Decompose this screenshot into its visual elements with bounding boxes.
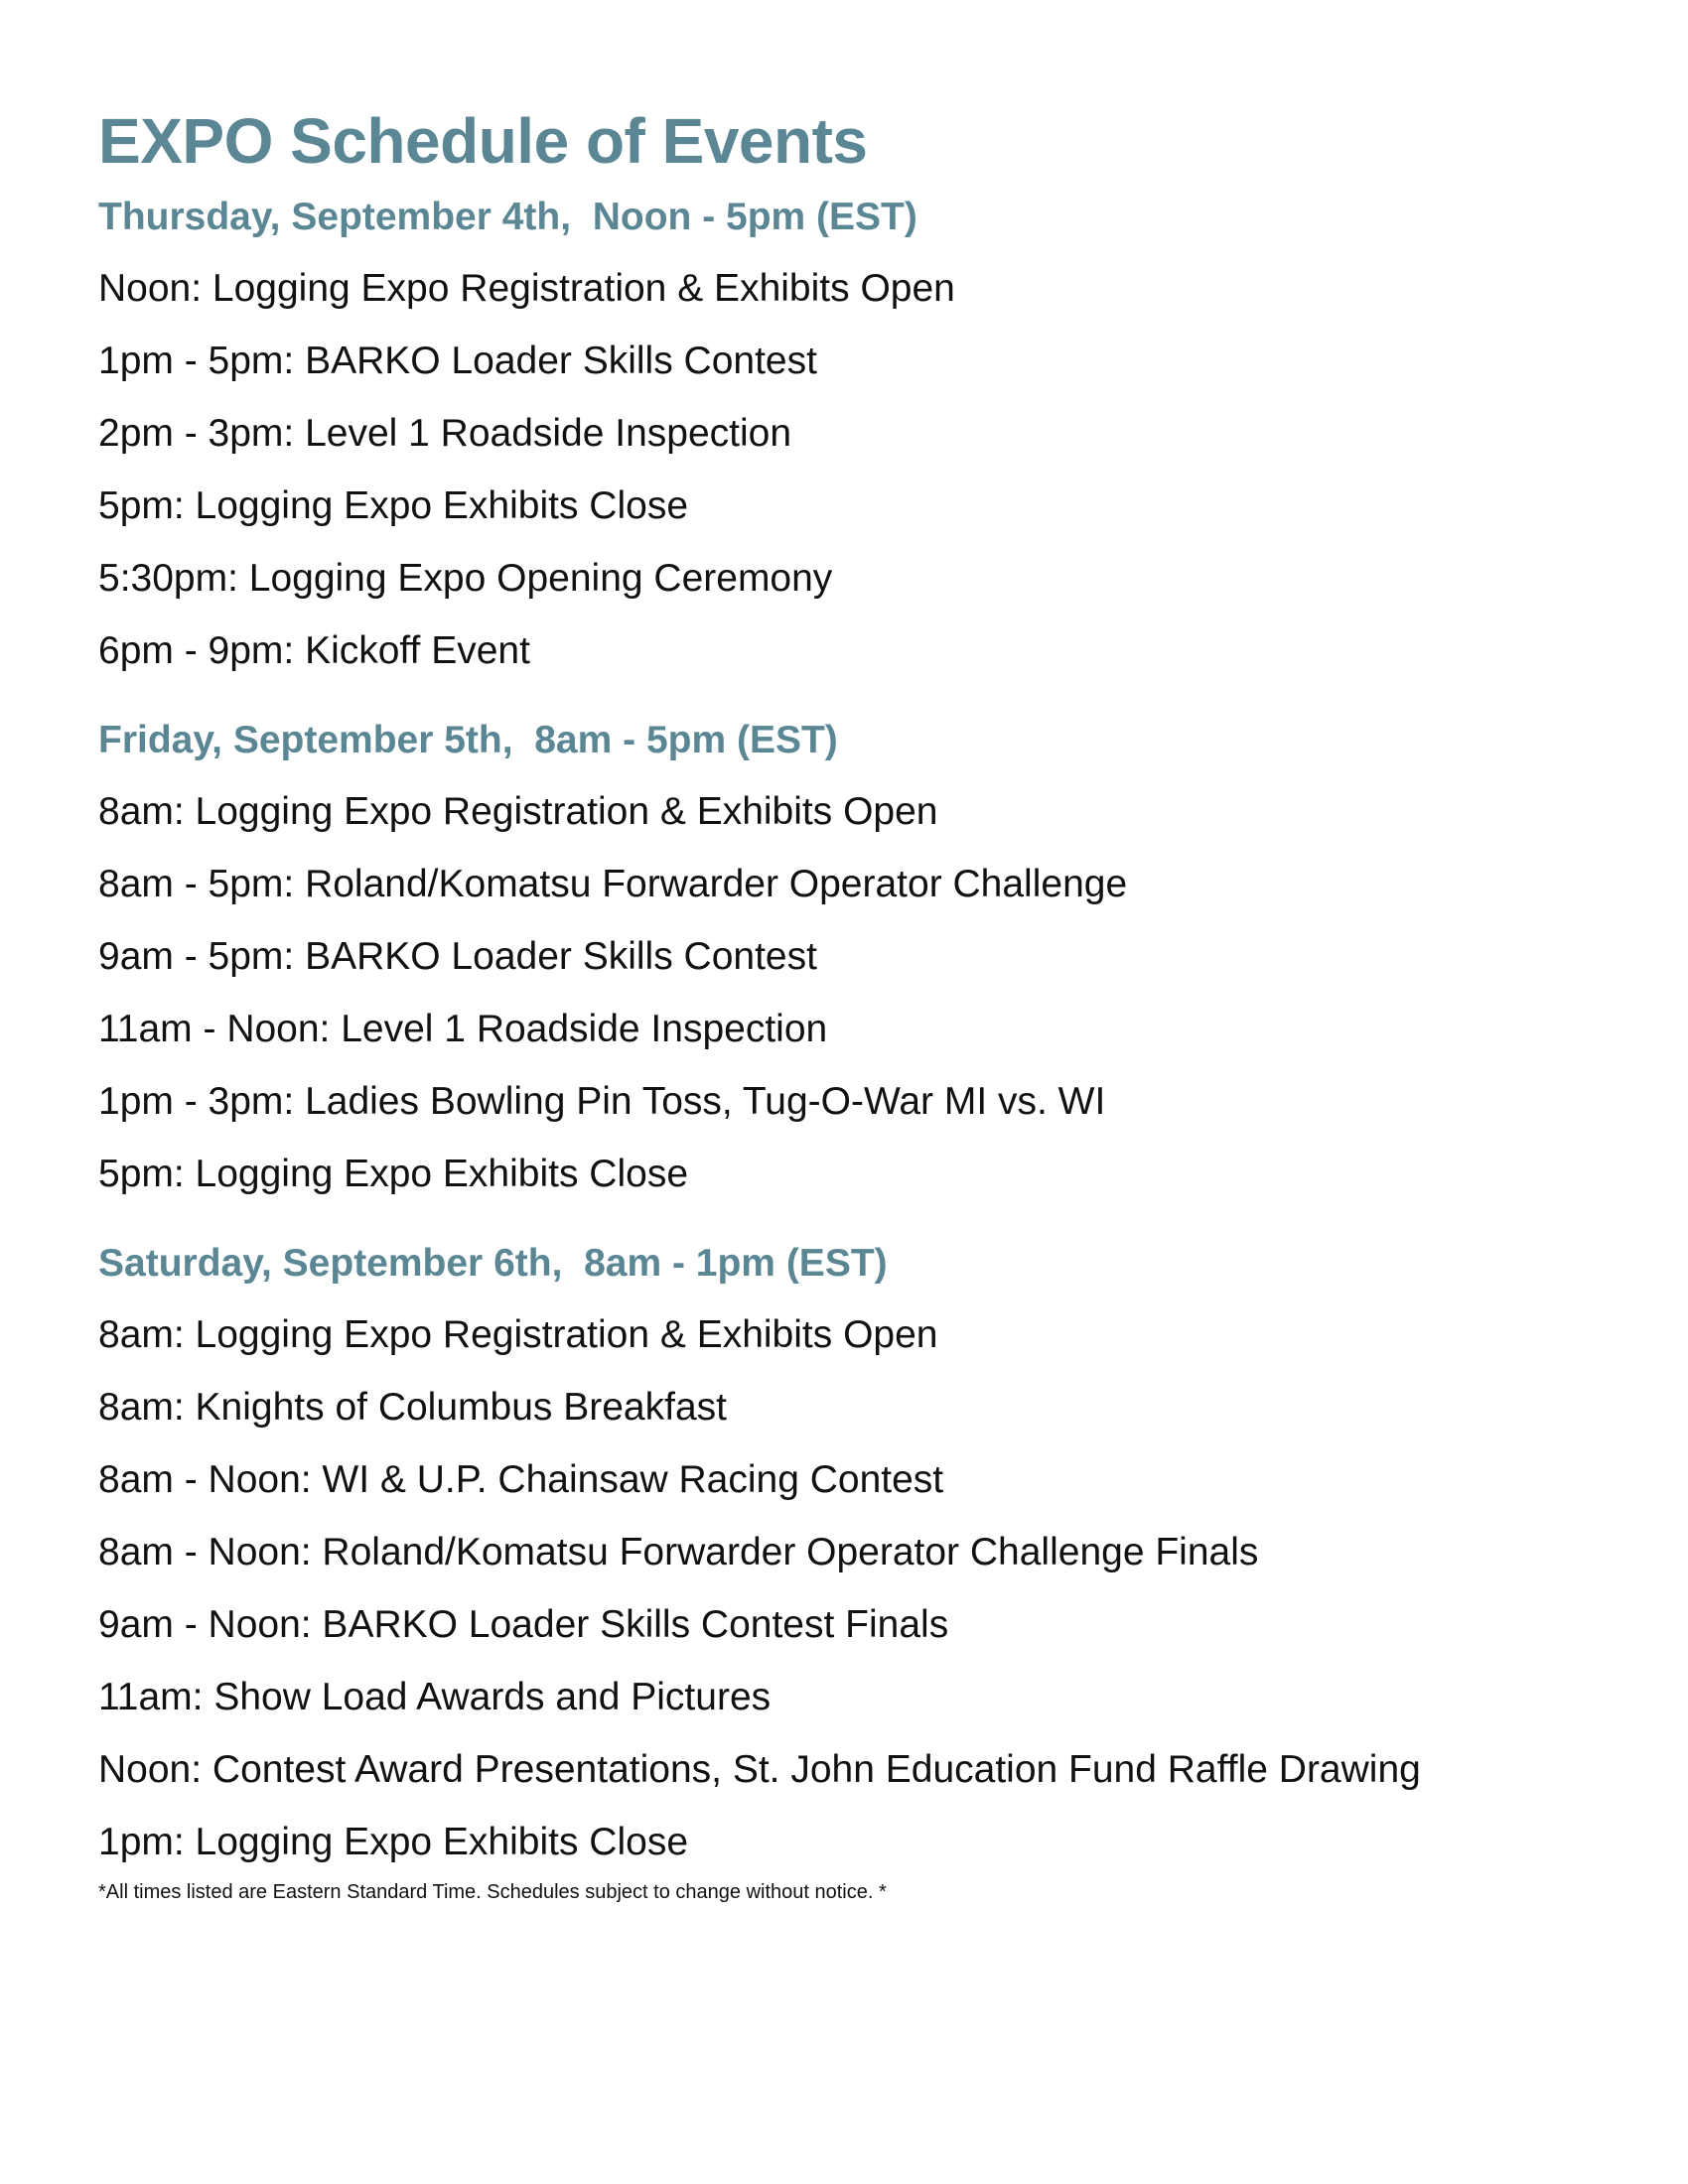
event-item: 8am - 5pm: Roland/Komatsu Forwarder Operator Challenge <box>98 863 1128 905</box>
day-section-friday <box>98 716 1588 1199</box>
event-item: 2pm - 3pm: Level 1 Roadside Inspection <box>98 412 792 455</box>
day-header: Thursday, September 4th, Noon - 5pm (EST) <box>98 196 917 238</box>
event-item: 11am: Show Load Awards and Pictures <box>98 1676 772 1718</box>
event-item: 1pm - 5pm: BARKO Loader Skills Contest <box>98 340 817 382</box>
event-item: 8am: Logging Expo Registration & Exhibits Open <box>98 1313 938 1356</box>
event-item: 11am - Noon: Level 1 Roadside Inspection <box>98 1008 828 1050</box>
day-header: Friday, September 5th, 8am - 5pm (EST) <box>98 719 838 761</box>
schedule-document <box>98 99 1588 1905</box>
event-item: 5pm: Logging Expo Exhibits Close <box>98 484 689 527</box>
page-title: EXPO Schedule of Events <box>98 105 868 177</box>
event-item: 1pm - 3pm: Ladies Bowling Pin Toss, Tug-O-War MI vs. WI <box>98 1080 1106 1123</box>
event-item: 9am - Noon: BARKO Loader Skills Contest Finals <box>98 1603 949 1646</box>
day-section-thursday <box>98 193 1588 676</box>
event-item: 6pm - 9pm: Kickoff Event <box>98 629 530 672</box>
event-item: 8am - Noon: WI & U.P. Chainsaw Racing Contest <box>98 1458 944 1501</box>
event-item: Noon: Logging Expo Registration & Exhibits Open <box>98 267 955 310</box>
day-section-saturday <box>98 1239 1588 1867</box>
event-item: 9am - 5pm: BARKO Loader Skills Contest <box>98 935 817 978</box>
event-item: 1pm: Logging Expo Exhibits Close <box>98 1821 689 1863</box>
event-item: 5:30pm: Logging Expo Opening Ceremony <box>98 557 833 600</box>
event-item: 8am: Logging Expo Registration & Exhibits Open <box>98 790 938 833</box>
event-item: Noon: Contest Award Presentations, St. John Education Fund Raffle Drawing <box>98 1748 1421 1791</box>
event-item: 8am - Noon: Roland/Komatsu Forwarder Operator Challenge Finals <box>98 1531 1259 1573</box>
event-item: 5pm: Logging Expo Exhibits Close <box>98 1153 689 1195</box>
event-item: 8am: Knights of Columbus Breakfast <box>98 1386 727 1429</box>
day-header: Saturday, September 6th, 8am - 1pm (EST) <box>98 1242 888 1285</box>
footnote: *All times listed are Eastern Standard Time. Schedules subject to change without notice. * <box>98 1881 887 1903</box>
